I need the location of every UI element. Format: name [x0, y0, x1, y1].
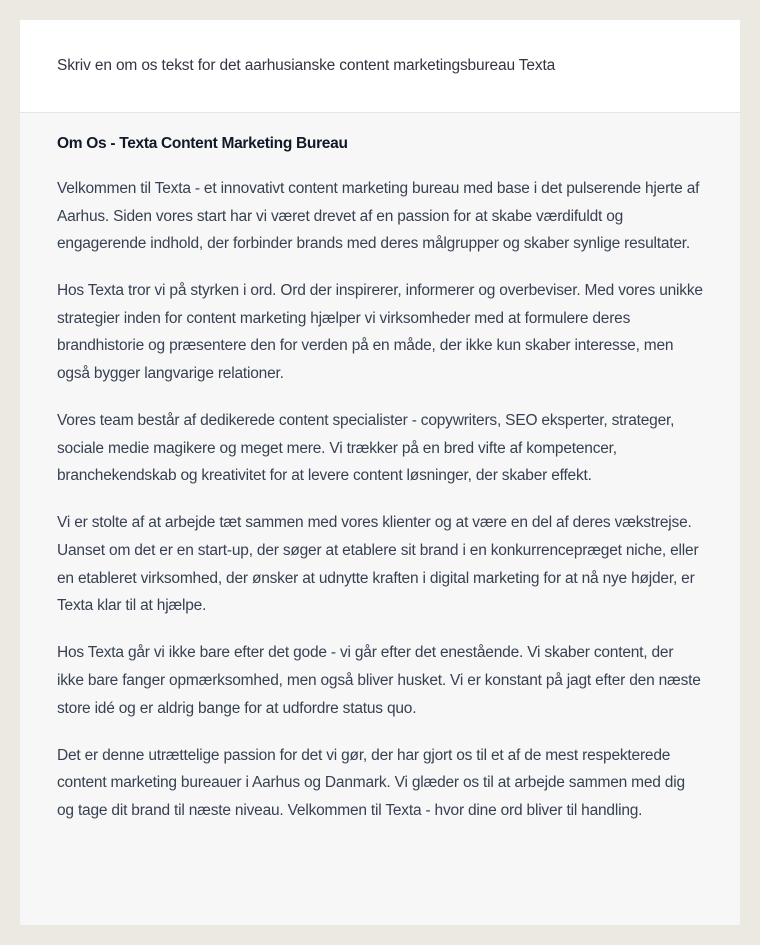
conversation-card [20, 20, 740, 925]
response-heading: Om Os - Texta Content Marketing Bureau [57, 135, 348, 152]
response-paragraph: Hos Texta tror vi på styrken i ord. Ord der inspirerer, informerer og overbeviser. Med vores unikke strategier inden for content marketing hjælper vi virksomheder med at formulere deres brandhistorie og præsentere den for verden på en måde, der ikke kun skaber interesse, men også bygger langvarige relationer. [57, 282, 703, 383]
user-prompt-text: Skriv en om os tekst for det aarhusianske content marketingsbureau Texta [57, 57, 556, 74]
response-paragraph: Vores team består af dedikerede content specialister - copywriters, SEO eksperter, strateger, sociale medie magikere og meget mere. Vi trækker på en bred vifte af kompetencer, branchekendskab og kreativitet for at levere content løsninger, der skaber effekt. [57, 412, 675, 485]
user-prompt [20, 20, 740, 113]
assistant-response [20, 113, 740, 824]
response-paragraph: Hos Texta går vi ikke bare efter det gode - vi går efter det enestående. Vi skaber content, der ikke bare fanger opmærksomhed, men også bliver husket. Vi er konstant på jagt efter den næste store idé og er aldrig bange for at udfordre status quo. [57, 644, 701, 717]
response-paragraph: Vi er stolte af at arbejde tæt sammen med vores klienter og at være en del af deres vækstrejse. Uanset om det er en start-up, der søger at etablere sit brand i en konkurrencepræget niche, eller en etableret virksomhed, der ønsker at udnytte kraften i digital marketing for at nå nye højder, er Texta klar til at hjælpe. [57, 514, 699, 615]
response-paragraph: Det er denne utrættelige passion for det vi gør, der har gjort os til et af de mest respekterede content marketing bureauer i Aarhus og Danmark. Vi glæder os til at arbejde sammen med dig og tage dit brand til næste niveau. Velkommen til Texta - hvor dine ord bliver til handling. [57, 746, 685, 819]
response-paragraph: Velkommen til Texta - et innovativt content marketing bureau med base i det pulserende hjerte af Aarhus. Siden vores start har vi været drevet af en passion for at skabe værdifuldt og engagerende indhold, der forbinder brands med deres målgrupper og skaber synlige resultater. [57, 180, 700, 253]
